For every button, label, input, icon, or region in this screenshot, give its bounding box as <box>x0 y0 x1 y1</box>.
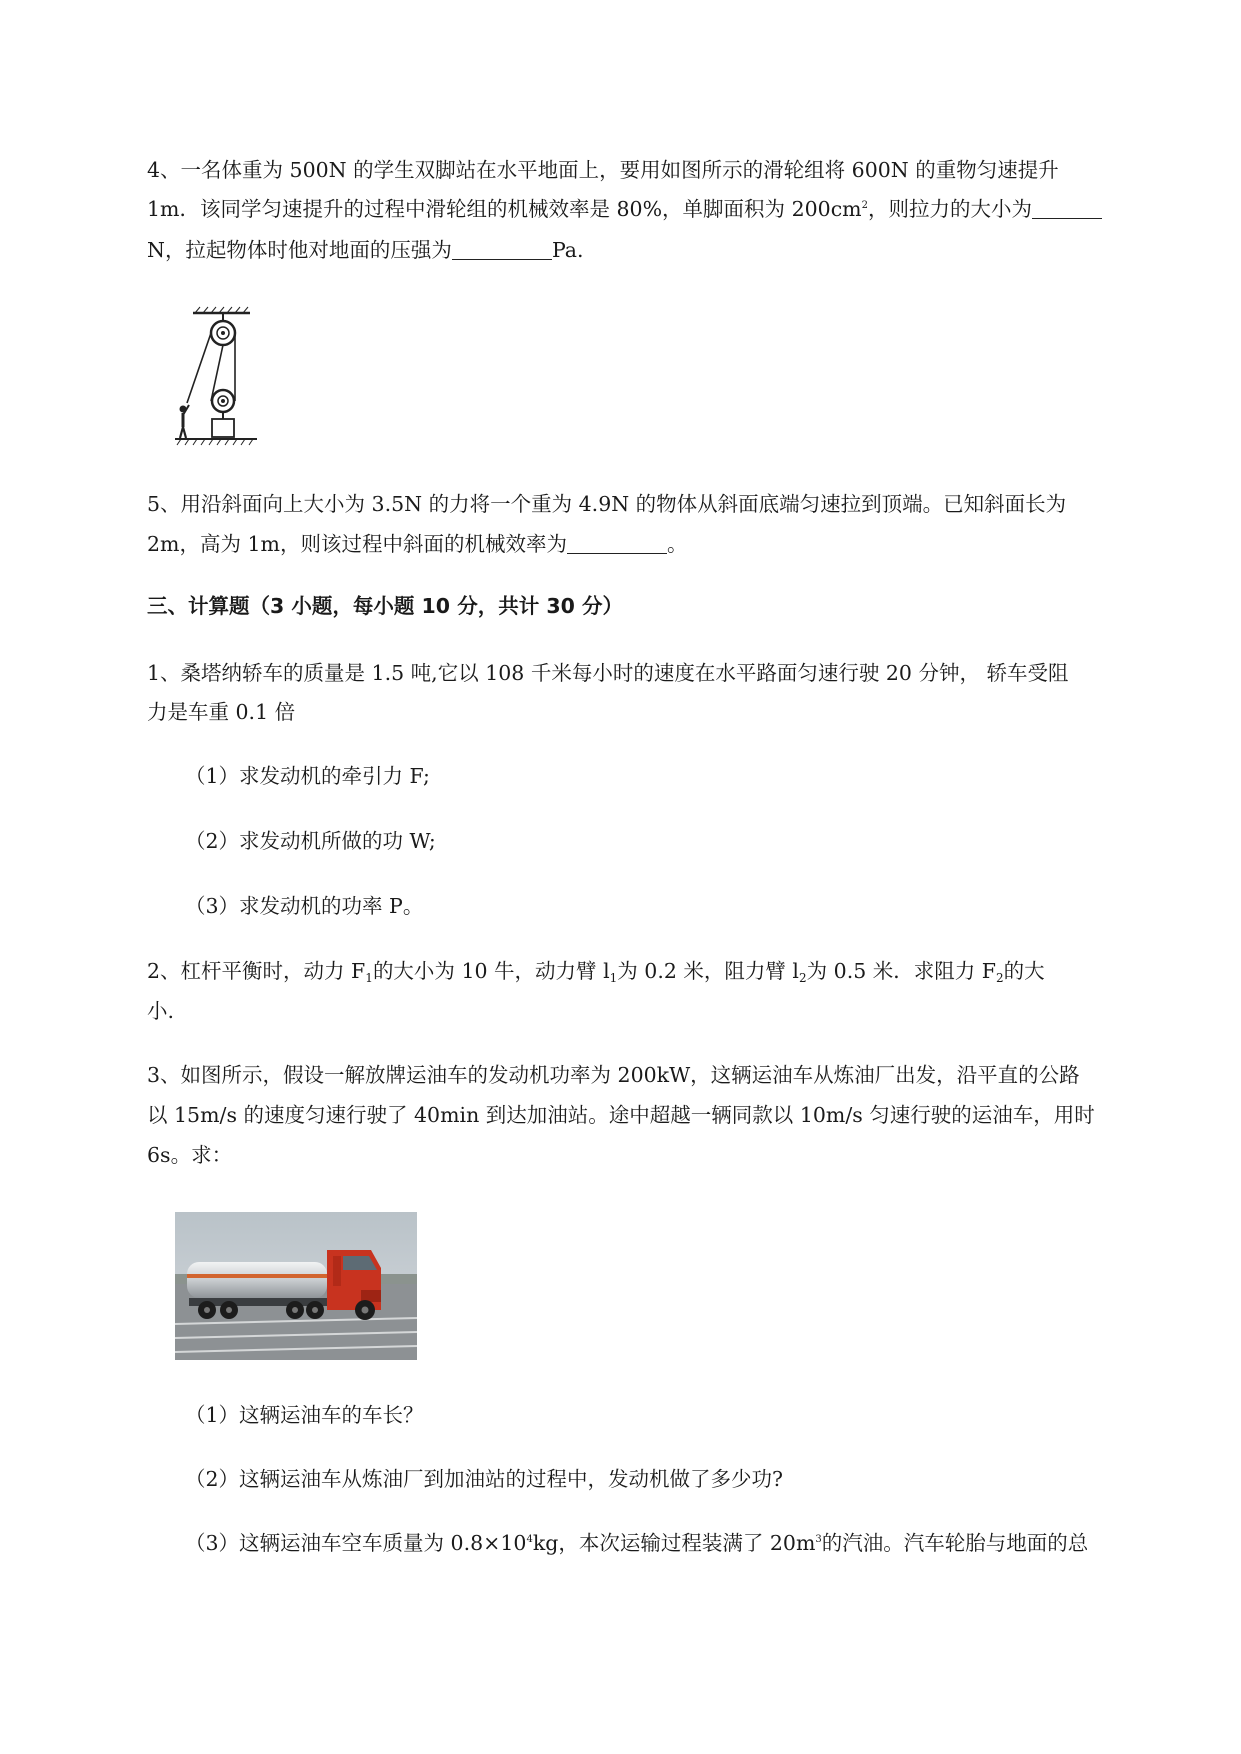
c1-line-2: 力是车重 0.1 倍 <box>147 700 296 724</box>
c2-text-3: 为 0.2 米，阻力臂 l <box>617 959 799 983</box>
c1-subquestion-2: （2）求发动机所做的功 W; <box>185 829 436 853</box>
c1-subquestion-1: （1）求发动机的牵引力 F; <box>185 764 430 788</box>
section-title: 三、计算题（3 小题，每小题 10 分，共计 30 分） <box>147 594 624 618</box>
c2-text-1: 2、杠杆平衡时，动力 F <box>147 959 366 983</box>
c2-subscript: 2 <box>996 971 1004 985</box>
q4-line-3-unit: Pa. <box>551 238 584 262</box>
c3-line-2: 以 15m/s 的速度匀速行驶了 40min 到达加油站。途中超越一辆同款以 10m/s 匀速行驶的运油车，用时 <box>147 1103 1095 1127</box>
c3-sub3-text-2: kg，本次运输过程装满了 20m <box>532 1531 816 1555</box>
c1-subquestion-3: （3）求发动机的功率 P。 <box>185 894 424 918</box>
c2-subscript: 1 <box>609 971 618 985</box>
q5-line-2-end: 。 <box>666 532 688 556</box>
c3-sub3-text-3: 的汽油。汽车轮胎与地面的总 <box>821 1531 1089 1555</box>
c2-text-2: 的大小为 10 牛，动力臂 l <box>372 959 610 983</box>
q5-line-2 <box>147 534 687 555</box>
q4-line-1: 4、一名体重为 500N 的学生双脚站在水平地面上，要用如图所示的滑轮组将 600N 的重物匀速提升 <box>147 158 1059 182</box>
answer-blank[interactable] <box>452 241 552 260</box>
c2-subscript: 2 <box>799 971 807 985</box>
c3-superscript: 4 <box>526 1534 533 1545</box>
c3-sub3-text-1: （3）这辆运油车空车质量为 0.8×10 <box>185 1531 527 1555</box>
q4-line-3 <box>147 240 584 261</box>
q5-line-2-text: 2m，高为 1m，则该过程中斜面的机械效率为 <box>147 532 567 556</box>
q4-line-2-text: 1m．该同学匀速提升的过程中滑轮组的机械效率是 80%，单脚面积为 200cm <box>147 197 862 221</box>
q4-superscript: 2 <box>861 200 869 211</box>
answer-blank[interactable] <box>567 535 667 554</box>
c2-line-2: 小. <box>147 999 175 1023</box>
q4-line-2 <box>147 199 1102 220</box>
c2-subscript: 1 <box>365 971 373 985</box>
c3-subquestion-1: （1）这辆运油车的车长？ <box>185 1403 424 1427</box>
c1-line-1: 1、桑塔纳轿车的质量是 1.5 吨,它以 108 千米每小时的速度在水平路面匀速行驶 20 分钟， 轿车受阻 <box>147 661 1069 685</box>
c2-text-5: 的大 <box>1003 959 1045 983</box>
c3-line-3: 6s。求： <box>147 1143 233 1167</box>
c3-subquestion-2: （2）这辆运油车从炼油厂到加油站的过程中，发动机做了多少功? <box>185 1467 784 1491</box>
q4-line-2-text-b: ，则拉力的大小为 <box>868 197 1033 221</box>
q4-line-3-text: N，拉起物体时他对地面的压强为 <box>147 238 452 262</box>
c3-superscript: 3 <box>815 1534 822 1545</box>
c3-subquestion-3 <box>185 1533 1088 1554</box>
c2-text-4: 为 0.5 米．求阻力 F <box>806 959 997 983</box>
oil-tanker-truck-photo <box>175 1212 417 1360</box>
q5-line-1: 5、用沿斜面向上大小为 3.5N 的力将一个重为 4.9N 的物体从斜面底端匀速拉到顶端。已知斜面长为 <box>147 492 1067 516</box>
c3-line-1: 3、如图所示，假设一解放牌运油车的发动机功率为 200kW，这辆运油车从炼油厂出发，沿平直的公路 <box>147 1063 1080 1087</box>
answer-blank[interactable] <box>1032 200 1102 219</box>
c2-line-1 <box>147 959 1045 985</box>
pulley-system-figure <box>175 305 270 450</box>
